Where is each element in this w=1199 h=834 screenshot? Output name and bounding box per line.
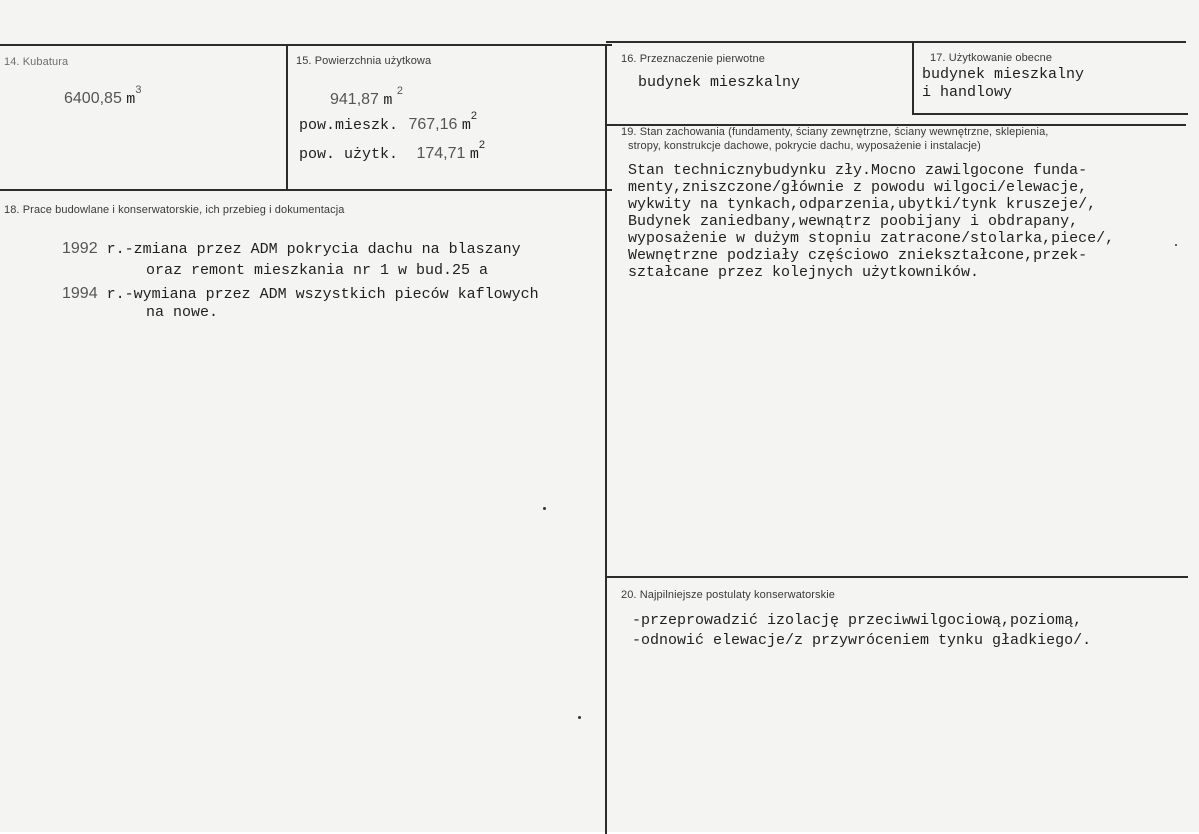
prace-1994-year: 1994 — [62, 285, 98, 302]
prace-entry-1992 — [62, 240, 521, 258]
pow-uzytk-text: pow. użytk. — [299, 146, 399, 163]
uzytkowanie-value-line1: budynek mieszkalny — [922, 66, 1085, 83]
stan-text — [628, 162, 1114, 281]
stan-line: Budynek zaniedbany,wewnątrz poobijany i obdrapany, — [628, 213, 1079, 230]
prace-label: 18. Prace budowlane i konserwatorskie, ich przebieg i dokumentacja — [4, 204, 345, 216]
powierzchnia-total-number: 941,87 — [330, 91, 379, 108]
powierzchnia-mieszkalna — [299, 110, 478, 134]
stan-label-line2: stropy, konstrukcje dachowe, pokrycie dachu, wyposażenie i instalacje) — [628, 140, 981, 152]
prace-1992-year: 1992 — [62, 240, 98, 257]
rule-above-20 — [606, 576, 1188, 578]
kubatura-label: 14. Kubatura — [4, 56, 69, 68]
stan-line: wykwity na tynkach,odparzenia,ubytki/tynk kruszeje/, — [628, 196, 1097, 213]
powierzchnia-total — [330, 85, 403, 109]
rule-under-15 — [0, 189, 612, 191]
scan-speck — [578, 716, 581, 719]
przeznaczenie-label: 16. Przeznaczenie pierwotne — [621, 53, 765, 65]
stan-line: menty,zniszczone/głównie z powodu wilgoci/elewacje, — [628, 179, 1088, 196]
kubatura-unit: m — [126, 91, 136, 108]
prace-1992-line2: oraz remont mieszkania nr 1 w bud.25 a — [146, 262, 489, 279]
pow-uzytk-exp: 2 — [478, 139, 486, 151]
top-rule-left — [0, 44, 612, 46]
przeznaczenie-value: budynek mieszkalny — [638, 74, 801, 91]
pow-mieszk-number: 767,16 — [408, 116, 458, 133]
rule-under-17 — [912, 113, 1188, 115]
divider-center — [605, 44, 607, 834]
pow-uzytk-number: 174,71 — [416, 145, 466, 162]
stan-line: wyposażenie w dużym stopniu zatracone/stolarka,piece/, — [628, 230, 1115, 247]
postulaty-text — [632, 611, 1091, 651]
scan-speck — [1175, 244, 1177, 246]
kubatura-exp: 3 — [135, 84, 142, 96]
stan-line: Stan technicznybudynku zły.Mocno zawilgocone funda- — [628, 162, 1088, 179]
kubatura-value — [64, 84, 142, 108]
powierzchnia-label: 15. Powierzchnia użytkowa — [296, 55, 432, 67]
postulaty-label: 20. Najpilniejsze postulaty konserwatorskie — [621, 589, 836, 601]
postulat-line: -przeprowadzić izolację przeciwwilgociową,poziomą, — [632, 612, 1083, 629]
pow-mieszk-exp: 2 — [470, 110, 478, 122]
divider-16-17 — [912, 41, 914, 115]
stan-line: ształcane przez kolejnych użytkowników. — [628, 264, 980, 281]
kubatura-number: 6400,85 — [64, 90, 122, 107]
divider-14-15 — [286, 44, 288, 190]
powierzchnia-total-unit: m — [383, 92, 393, 109]
postulat-line: -odnowić elewacje/z przywróceniem tynku gładkiego/. — [632, 632, 1092, 649]
stan-line: Wewnętrzne podziały częściowo zniekształcone,przek- — [628, 247, 1088, 264]
prace-1992-line1: r.-zmiana przez ADM pokrycia dachu na blaszany — [97, 241, 521, 258]
stan-label-line1: 19. Stan zachowania (fundamenty, ściany zewnętrzne, ściany wewnętrzne, sklepienia, — [621, 126, 1049, 138]
top-rule-right — [606, 41, 1186, 43]
scan-speck — [543, 507, 546, 510]
prace-1994-line1: r.-wymiana przez ADM wszystkich pieców kaflowych — [97, 286, 539, 303]
pow-mieszk-text: pow.mieszk. — [299, 117, 399, 134]
uzytkowanie-value-line2: i handlowy — [922, 84, 1013, 101]
powierzchnia-uzytkowa — [299, 139, 486, 163]
prace-1994-line2: na nowe. — [146, 304, 219, 321]
uzytkowanie-label: 17. Użytkowanie obecne — [930, 52, 1053, 64]
pow-uzytk-unit: m — [469, 146, 479, 163]
pow-mieszk-unit: m — [461, 117, 471, 134]
prace-entry-1994 — [62, 285, 539, 303]
powierzchnia-total-exp: 2 — [396, 85, 403, 97]
